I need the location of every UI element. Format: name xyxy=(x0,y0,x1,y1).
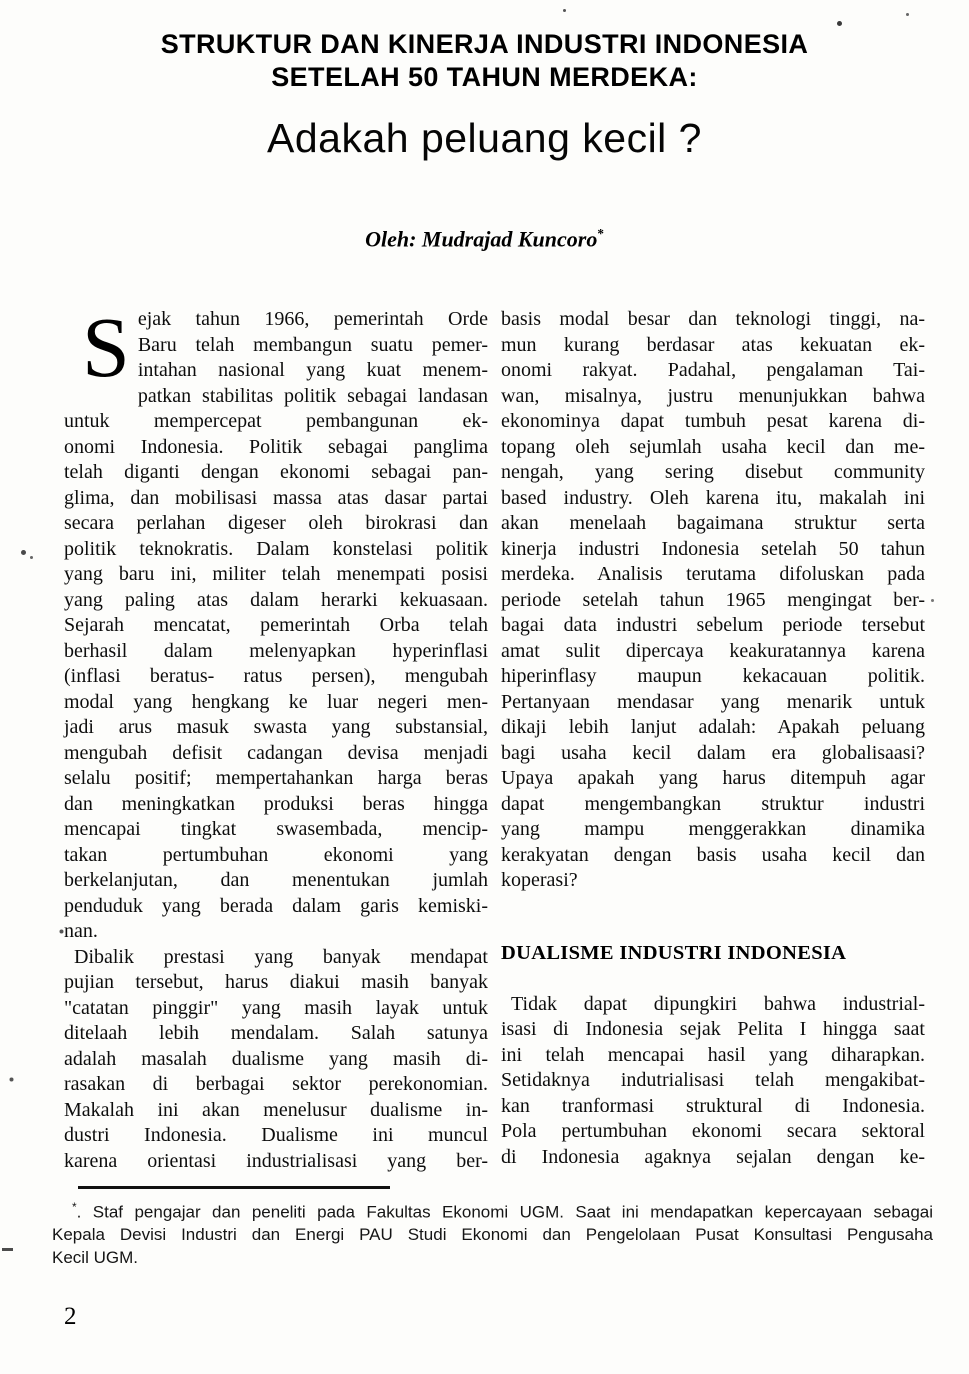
text-line: intahan nasional yang kuat menem- xyxy=(137,359,488,382)
text-line: wan, misalnya, justru menunjukkan bahwa xyxy=(501,384,925,407)
text-line: Kepala Devisi Industri dan Energi PAU Studi Ekonomi dan Pengelolaan Pusat Konsultasi Pengusaha xyxy=(52,1225,933,1245)
text-line: yang mampu menggerakkan dinamika xyxy=(501,818,925,841)
right-paragraph-1 xyxy=(501,307,925,894)
byline-text: Oleh: Mudrajad Kuncoro xyxy=(365,226,598,252)
text-line: mengubah defisit cadangan devisa menjadi xyxy=(64,741,488,764)
right-paragraph-2 xyxy=(501,992,925,1171)
left-column xyxy=(64,299,488,1174)
text-line: yang baru ini, militer telah menempati posisi xyxy=(64,563,488,586)
text-line: kinerja industri Indonesia setelah 50 tahun xyxy=(501,537,925,560)
text-line: telah diganti dengan ekonomi sebagai pan- xyxy=(64,461,488,484)
text-line: Kecil UGM. xyxy=(52,1247,138,1267)
text-line: onomi Indonesia. Politik sebagai panglima xyxy=(64,435,488,458)
paper-title-line2: SETELAH 50 TAHUN MERDEKA: xyxy=(271,62,698,92)
page-number: 2 xyxy=(64,1303,77,1331)
text-line: dikaji lebih lanjut adalah: Apakah peluang xyxy=(501,716,925,739)
text-line: selalu positif; mempertahankan harga beras xyxy=(64,767,488,790)
text-line: onomi rakyat. Padahal, pengalaman Tai- xyxy=(501,359,925,382)
text-line: Baru telah membangun suatu pemer- xyxy=(137,333,488,356)
text-line: bagi usaha kecil dalam era globalisaasi? xyxy=(501,741,925,764)
footnote-text xyxy=(52,1196,933,1269)
text-line: dustri Indonesia. Dualisme ini muncul xyxy=(64,1124,488,1147)
drop-cap: S xyxy=(82,299,130,396)
text-line: nan. xyxy=(64,920,98,943)
text-line: mencapai tingkat swasembada, mencip- xyxy=(64,818,488,841)
text-line: amat sulit dipercaya keakuratannya karena xyxy=(501,639,925,662)
paper-title xyxy=(0,28,969,94)
text-line: glima, dan mobilisasi massa atas dasar partai xyxy=(64,486,488,509)
text-line: merdeka. Analisis terutama difoluskan pada xyxy=(501,563,925,586)
text-line: periode setelah tahun 1965 mengingat ber- xyxy=(501,588,925,611)
text-line: basis modal besar dan teknologi tinggi, na- xyxy=(501,308,925,331)
text-line: secara perlahan digeser oleh birokrasi dan xyxy=(64,512,488,535)
text-line: ejak tahun 1966, pemerintah Orde xyxy=(137,308,488,331)
text-line: kan tranformasi struktural di Indonesia. xyxy=(501,1094,925,1117)
text-line: berhasil dalam melenyapkan hyperinflasi xyxy=(64,639,488,662)
byline xyxy=(0,220,969,252)
text-line: *. Staf pengajar dan peneliti pada Fakultas Ekonomi UGM. Saat ini mendapatkan kepercayaan sebagai xyxy=(72,1200,933,1222)
footnote-marker: * xyxy=(597,226,604,241)
text-line: based industry. Oleh karena itu, makalah ini xyxy=(501,486,925,509)
text-line: Pertanyaan mendasar yang menarik untuk xyxy=(501,690,925,713)
text-line: ekonominya dapat tumbuh pesat karena di- xyxy=(501,410,925,433)
text-line: jadi arus masuk swasta yang substansial, xyxy=(64,716,488,739)
text-line: pujian tersebut, harus diakui masih banyak xyxy=(64,971,488,994)
text-line: berkelanjutan, dan menentukan jumlah xyxy=(64,869,488,892)
text-line: bagai data industri sebelum periode tersebut xyxy=(501,614,925,637)
text-line: koperasi? xyxy=(501,869,578,892)
text-line: ini telah mencapai hasil yang diharapkan. xyxy=(501,1043,925,1066)
left-paragraph-1 xyxy=(64,299,488,945)
paper-title-line1: STRUKTUR DAN KINERJA INDUSTRI INDONESIA xyxy=(160,29,809,59)
text-line: karena orientasi industrialisasi yang ber- xyxy=(64,1149,488,1172)
text-line: (inflasi beratus- ratus persen), mengubah xyxy=(64,665,488,688)
two-column-body xyxy=(64,299,928,1174)
text-line: Pola pertumbuhan ekonomi secara sektoral xyxy=(501,1120,925,1143)
text-line: hiperinflasy maupun kekacauan politik. xyxy=(501,665,925,688)
scan-speck-artifacts xyxy=(0,0,3,3)
text-line: Dibalik prestasi yang banyak mendapat xyxy=(74,945,488,968)
text-line: nengah, yang sering disebut community xyxy=(501,461,925,484)
text-line: penduduk yang berada dalam garis kemiski- xyxy=(64,894,488,917)
right-column xyxy=(501,307,925,1174)
text-line: "catatan pinggir" yang masih layak untuk xyxy=(64,996,488,1019)
text-line: rasakan di berbagai sektor perekonomian. xyxy=(64,1073,488,1096)
text-line: untuk mempercepat pembangunan ek- xyxy=(64,410,488,433)
text-line: di Indonesia agaknya sejalan dengan ke- xyxy=(501,1145,925,1168)
text-line: Tidak dapat dipungkiri bahwa industrial- xyxy=(511,992,925,1015)
text-line: dan meningkatkan produksi beras hingga xyxy=(64,792,488,815)
footnote xyxy=(52,1186,933,1269)
text-line: topang oleh sejumlah usaha kecil dan me- xyxy=(501,435,925,458)
text-line: adalah masalah dualisme yang masih di- xyxy=(64,1047,488,1070)
text-line: takan pertumbuhan ekonomi yang xyxy=(64,843,488,866)
text-line: kerakyatan dengan basis usaha kecil dan xyxy=(501,843,925,866)
text-line: politik teknokratis. Dalam konstelasi politik xyxy=(64,537,488,560)
margin-mark-artifact xyxy=(2,1248,13,1251)
text-line: patkan stabilitas politik sebagai landasan xyxy=(137,384,488,407)
left-paragraph-2 xyxy=(64,945,488,1175)
section-heading: DUALISME INDUSTRI INDONESIA xyxy=(501,941,847,964)
text-line: akan menelaah bagaimana struktur serta xyxy=(501,512,925,535)
text-line: modal yang hengkang ke luar negeri men- xyxy=(64,690,488,713)
text-line: yang paling atas dalam herarki kekuasaan. xyxy=(64,588,488,611)
text-line: Upaya apakah yang harus ditempuh agar xyxy=(501,767,925,790)
text-line: Setidaknya indutrialisasi telah mengakibat- xyxy=(501,1069,925,1092)
footnote-rule xyxy=(78,1186,390,1189)
text-line: Sejarah mencatat, pemerintah Orba telah xyxy=(64,614,488,637)
text-line: isasi di Indonesia sejak Pelita I hingga saat xyxy=(501,1018,925,1041)
text-line: dapat mengembangkan struktur industri xyxy=(501,792,925,815)
paper-subtitle: Adakah peluang kecil ? xyxy=(267,115,702,161)
text-line: Makalah ini akan menelusur dualisme in- xyxy=(64,1098,488,1121)
text-line: mun kurang berdasar atas kekuatan ek- xyxy=(501,333,925,356)
text-line: ditelaah lebih mendalam. Salah satunya xyxy=(64,1022,488,1045)
